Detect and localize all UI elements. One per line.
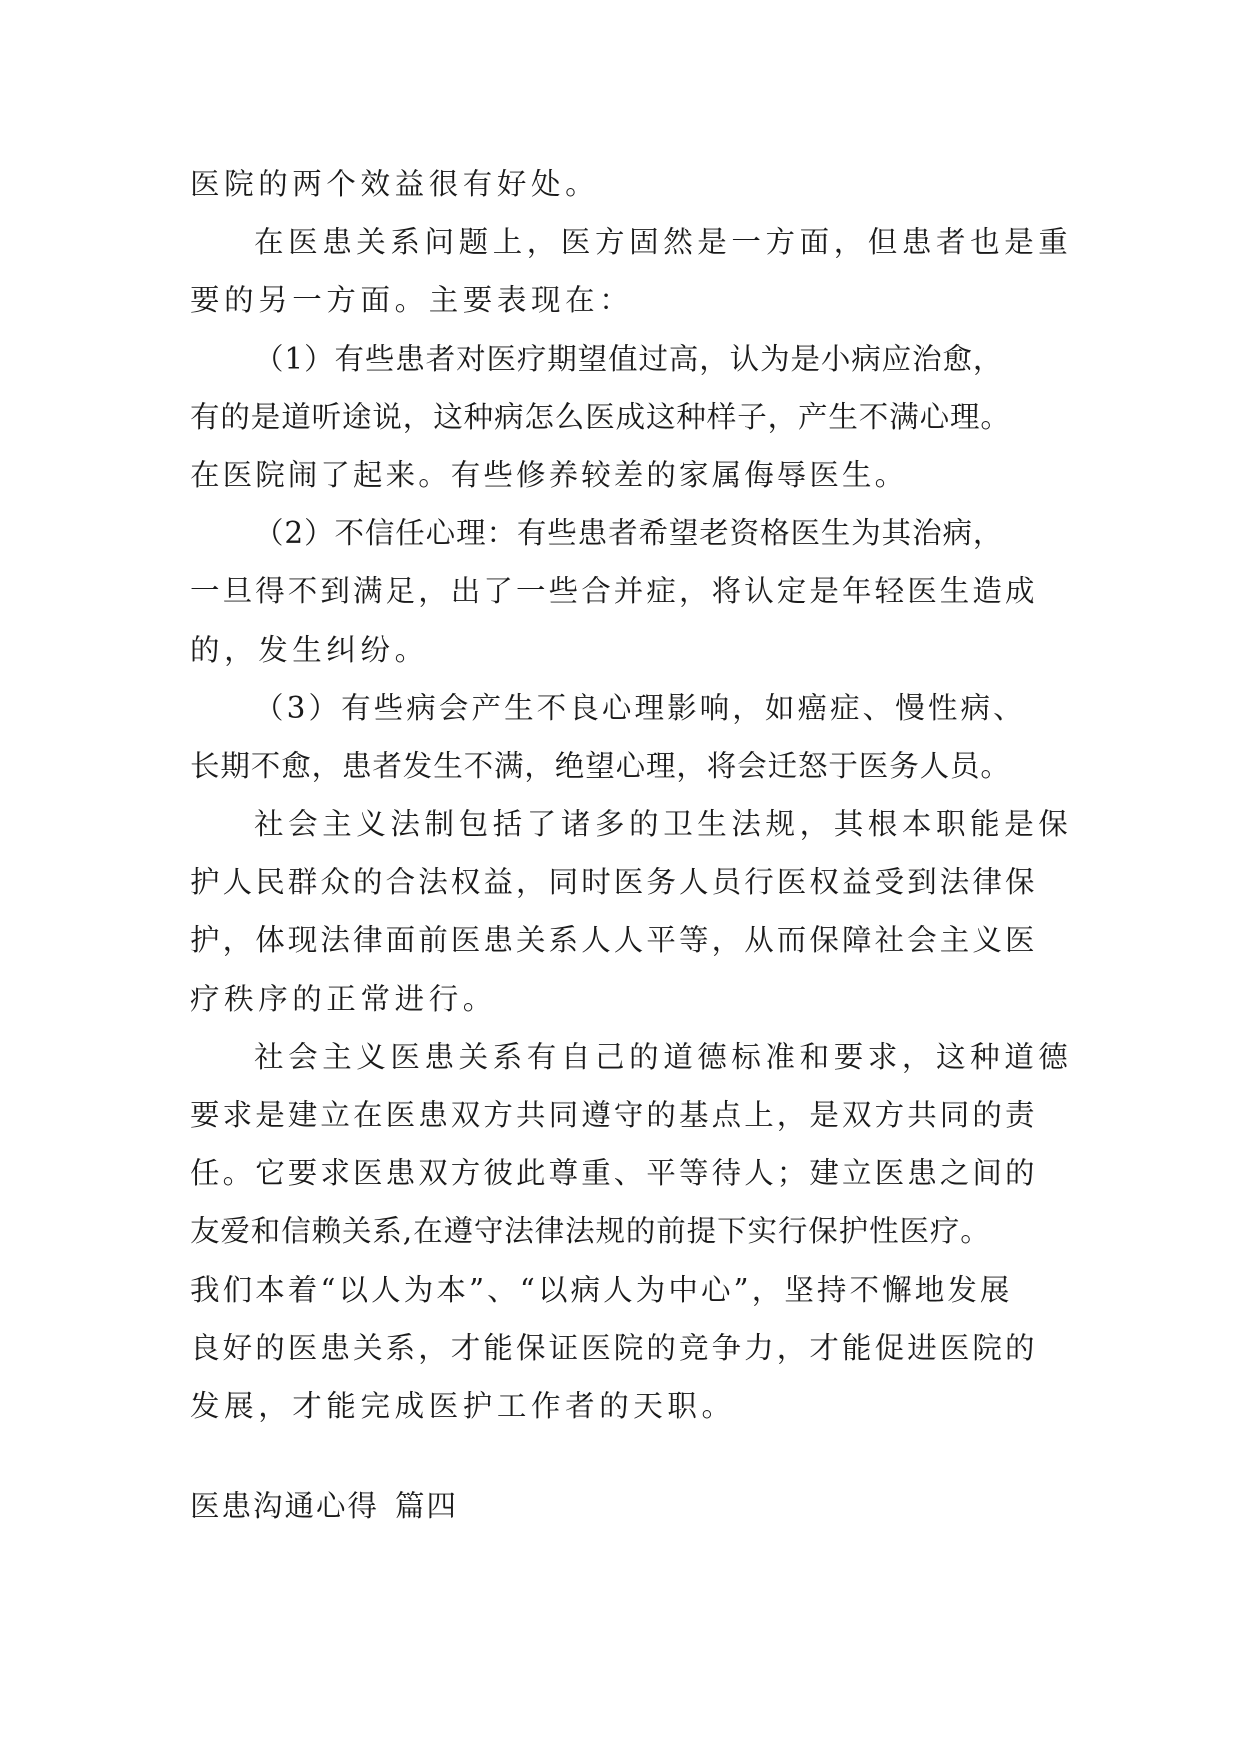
paragraph-line: 社会主义医患关系有自己的道德标准和要求，这种道德 (254, 1039, 1073, 1074)
section-heading-part: 篇四 (395, 1489, 459, 1523)
list-item-line: （3）有些病会产生不良心理影响，如癌症、慢性病、 (254, 690, 1026, 725)
paragraph-line: 任。它要求医患双方彼此尊重、平等待人；建立医患之间的 (190, 1156, 1038, 1191)
paragraph-line: 良好的医患关系，才能保证医院的竞争力，才能促进医院的 (190, 1330, 1038, 1365)
paragraph-line: 护，体现法律面前医患关系人人平等，从而保障社会主义医 (190, 923, 1038, 958)
paragraph-line: 护人民群众的合法权益，同时医务人员行医权益受到法律保 (190, 865, 1038, 900)
paragraph-line: 在医院闹了起来。有些修养较差的家属侮辱医生。 (190, 457, 908, 492)
paragraph-line: 要的另一方面。主要表现在： (190, 283, 634, 318)
paragraph-line: 我们本着“以人为本”、“以病人为中心”，坚持不懈地发展 (190, 1272, 1013, 1307)
section-heading-title: 医患沟通心得 (190, 1489, 380, 1523)
paragraph-line: 的，发生纠纷。 (190, 632, 429, 667)
paragraph-line: 社会主义法制包括了诸多的卫生法规，其根本职能是保 (254, 807, 1073, 842)
list-item-line: （2）不信任心理：有些患者希望老资格医生为其治病， (254, 516, 1004, 551)
section-heading (190, 1477, 458, 1535)
paragraph-line: 医院的两个效益很有好处。 (190, 167, 600, 201)
paragraph-line: 发展，才能完成医护工作者的天职。 (190, 1388, 736, 1423)
paragraph-line: 长期不愈，患者发生不满，绝望心理，将会迁怒于医务人员。 (190, 748, 1011, 783)
paragraph-line: 要求是建立在医患双方共同遵守的基点上，是双方共同的责 (190, 1098, 1038, 1132)
list-item-line: （1）有些患者对医疗期望值过高，认为是小病应治愈， (254, 341, 1004, 376)
paragraph-line: 在医患关系问题上，医方固然是一方面，但患者也是重 (254, 225, 1073, 260)
paragraph-line: 疗秩序的正常进行。 (190, 981, 497, 1016)
paragraph-line: 一旦得不到满足，出了一些合并症，将认定是年轻医生造成 (190, 574, 1038, 609)
paragraph-line: 友爱和信赖关系,在遵守法律法规的前提下实行保护性医疗。 (190, 1214, 991, 1249)
body-text (190, 155, 1073, 1435)
paragraph-line: 有的是道听途说，这种病怎么医成这种样子，产生不满心理。 (190, 399, 1011, 434)
